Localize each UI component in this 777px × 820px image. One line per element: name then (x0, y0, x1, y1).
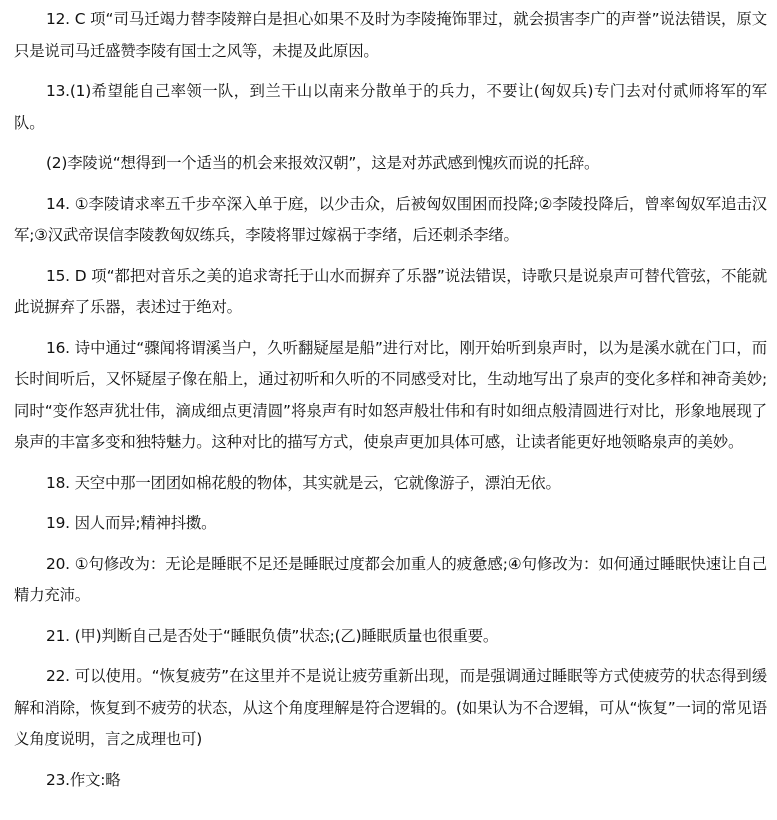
answer-paragraph-13-2: (2)李陵说“想得到一个适当的机会来报效汉朝”，这是对苏武感到愧疚而说的托辞。 (46, 154, 600, 172)
answer-paragraph-19: 19. 因人而异;精神抖擞。 (46, 514, 217, 532)
answer-paragraph-15: 15. D 项“都把对音乐之美的追求寄托于山水而摒弃了乐器”说法错误，诗歌只是说泉声可替代管弦，不能就此说摒弃了乐器，表述过于绝对。 (14, 266, 767, 316)
answer-paragraph-16: 16. 诗中通过“骤闻将谓溪当户，久听翻疑屋是船”进行对比，刚开始听到泉声时，以为是溪水就在门口，而长时间听后，又怀疑屋子像在船上，通过初听和久听的不同感受对比，生动地写出了泉声的变化多样和神奇美妙;同时“变作怒声犹壮伟，滴成细点更清圆”将泉声有时如怒声般壮伟和有时如细点般清圆进行对比，形象地展现了泉声的丰富多变和独特魅力。这种对比的描写方式，使泉声更加具体可感，让读者能更好地领略泉声的美妙。 (14, 338, 767, 451)
answer-paragraph-22: 22. 可以使用。“恢复疲劳”在这里并不是说让疲劳重新出现，而是强调通过睡眠等方式使疲劳的状态得到缓解和消除，恢复到不疲劳的状态，从这个角度理解是符合逻辑的。(如果认为不合逻辑，可从“恢复”一词的常见语义角度说明，言之成理也可) (14, 667, 767, 748)
answer-paragraph-21: 21. (甲)判断自己是否处于“睡眠负债”状态;(乙)睡眠质量也很重要。 (46, 626, 499, 645)
answer-paragraph-20: 20. ①句修改为：无论是睡眠不足还是睡眠过度都会加重人的疲惫感;④句修改为：如何通过睡眠快速让自己精力充沛。 (14, 554, 767, 604)
answer-paragraph-14: 14. ①李陵请求率五千步卒深入单于庭，以少击众，后被匈奴围困而投降;②李陵投降后，曾率匈奴军追击汉军;③汉武帝误信李陵教匈奴练兵，李陵将罪过嫁祸于李绪，后还刺杀李绪。 (14, 194, 767, 244)
answer-paragraph-18: 18. 天空中那一团团如棉花般的物体，其实就是云，它就像游子，漂泊无依。 (46, 473, 561, 492)
answer-paragraph-23: 23.作文:略 (46, 770, 121, 789)
answer-paragraph-12: 12. C 项“司马迁竭力替李陵辩白是担心如果不及时为李陵掩饰罪过，就会损害李广的声誉”说法错误，原文只是说司马迁盛赞李陵有国士之风等，未提及此原因。 (14, 10, 767, 60)
answer-paragraph-13-1: 13.(1)希望能自己率领一队，到兰干山以南来分散单于的兵力，不要让(匈奴兵)专门去对付贰师将军的军队。 (14, 82, 767, 132)
